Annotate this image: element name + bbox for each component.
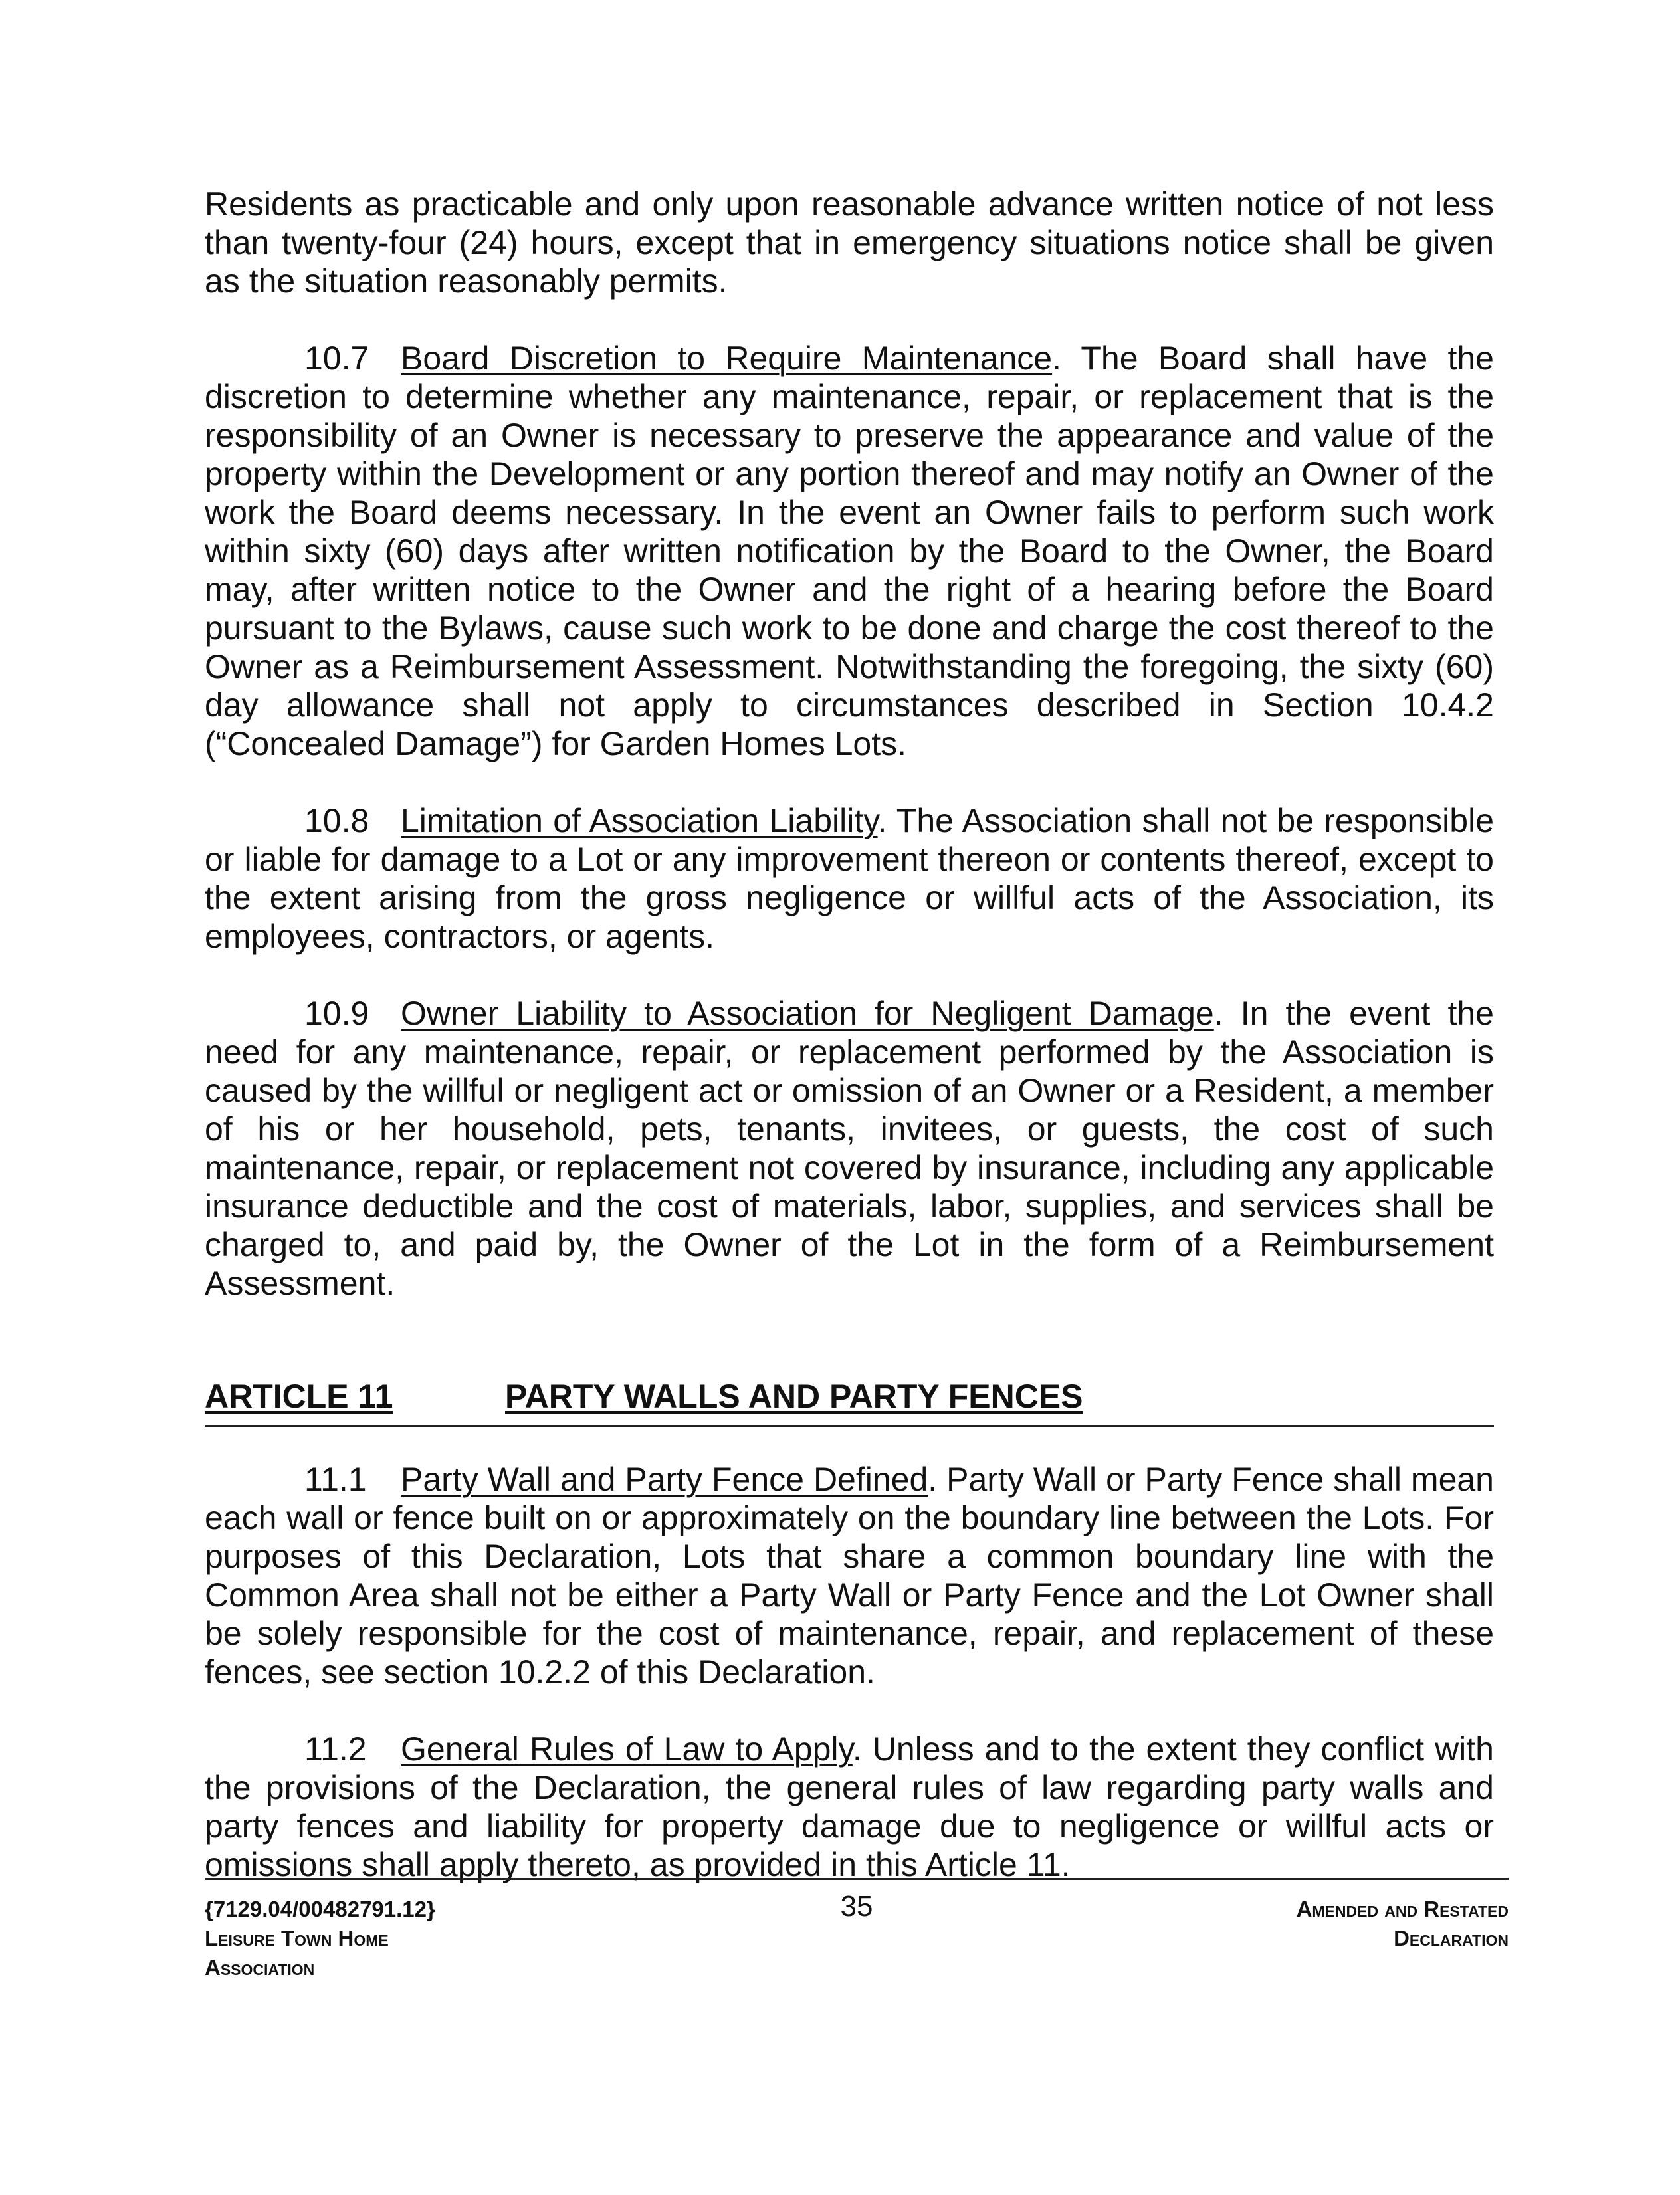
section-10-8 bbox=[205, 801, 1494, 956]
section-body: . Unless and to the extent they conflict with the provisions of the Declaration, the general rules of law regarding party walls and party fences and liability for property damage due to negligence or willful acts or omissions shall apply thereto, as provided in this Article 11. bbox=[205, 1730, 1494, 1883]
document-body bbox=[205, 185, 1494, 1923]
section-title: Board Discretion to Require Maintenance bbox=[401, 340, 1053, 377]
section-number: 10.9 bbox=[304, 995, 369, 1032]
section-body: . The Board shall have the discretion to determine whether any maintenance, repair, or replacement that is the responsibility of an Owner is necessary to preserve the appearance and value of the property within the Development or any portion thereof and may notify an Owner of the work the Board deems necessary. In the event an Owner fails to perform such work within sixty (60) days after written notification by the Board to the Owner, the Board may, after written notice to the Owner and the right of a hearing before the Board pursuant to the Bylaws, cause such work to be done and charge the cost thereof to the Owner as a Reimbursement Assessment. Notwithstanding the foregoing, the sixty (60) day allowance shall not apply to circumstances described in Section 10.4.2 (“Concealed Damage”) for Garden Homes Lots. bbox=[205, 340, 1494, 762]
section-title: General Rules of Law to Apply bbox=[401, 1730, 853, 1768]
section-11-1 bbox=[205, 1460, 1494, 1691]
section-title: Limitation of Association Liability bbox=[401, 802, 878, 839]
section-10-7 bbox=[205, 339, 1494, 763]
intro-paragraph: Residents as practicable and only upon reasonable advance written notice of not less than twenty-four (24) hours, except that in emergency situations notice shall be given as the situation reasonably permits. bbox=[205, 185, 1494, 300]
section-number: 10.7 bbox=[304, 340, 369, 377]
section-11-2 bbox=[205, 1730, 1494, 1884]
organization-name-line2: Association bbox=[205, 1955, 315, 1980]
section-number: 10.8 bbox=[304, 802, 369, 839]
organization-name-line1: Leisure Town Home bbox=[205, 1926, 389, 1950]
section-10-9 bbox=[205, 994, 1494, 1303]
section-title: Party Wall and Party Fence Defined bbox=[401, 1461, 928, 1498]
section-body: . In the event the need for any maintenance, repair, or replacement performed by the Association is caused by the willful or negligent act or omission of an Owner or a Resident, a member of his or her household, pets, tenants, invitees, or guests, the cost of such maintenance, repair, or replacement not covered by insurance, including any applicable insurance deductible and the cost of materials, labor, supplies, and services shall be charged to, and paid by, the Owner of the Lot in the form of a Reimbursement Assessment. bbox=[205, 995, 1494, 1302]
article-heading bbox=[205, 1377, 1494, 1427]
page-footer bbox=[205, 1878, 1509, 1980]
footer-right bbox=[1043, 1895, 1509, 1953]
page-number: 35 bbox=[840, 1890, 873, 1923]
section-title: Owner Liability to Association for Negligent Damage bbox=[401, 995, 1214, 1032]
document-title-line1: Amended and Restated bbox=[1296, 1897, 1509, 1921]
article-number: ARTICLE 11 bbox=[205, 1378, 393, 1415]
section-number: 11.1 bbox=[304, 1461, 367, 1498]
article-title: PARTY WALLS AND PARTY FENCES bbox=[505, 1378, 1083, 1415]
document-id: {7129.04/00482791.12} bbox=[205, 1897, 435, 1921]
section-body: . Party Wall or Party Fence shall mean each wall or fence built on or approximately on the boundary line between the Lots. For purposes of this Declaration, Lots that share a common boundary line with the Common Area shall not be either a Party Wall or Party Fence and the Lot Owner shall be solely responsible for the cost of maintenance, repair, and replacement of these fences, see section 10.2.2 of this Declaration. bbox=[205, 1461, 1494, 1691]
section-number: 11.2 bbox=[304, 1730, 367, 1768]
document-title-line2: Declaration bbox=[1394, 1926, 1509, 1950]
section-body: . The Association shall not be responsible or liable for damage to a Lot or any improvement thereon or contents thereof, except to the extent arising from the gross negligence or willful acts of the Association, its employees, contractors, or agents. bbox=[205, 802, 1494, 955]
